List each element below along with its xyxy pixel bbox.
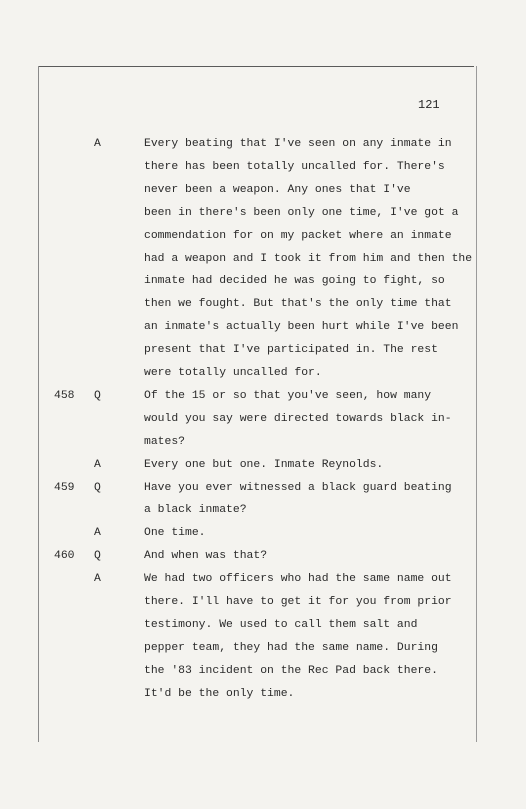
question-number: 458 [54,389,75,402]
transcript-line: Of the 15 or so that you've seen, how many [144,389,432,402]
transcript-line: It'd be the only time. [144,687,295,700]
transcript-line: mates? [144,435,186,448]
transcript-line: We had two officers who had the same name out [144,573,452,586]
transcript-line: pepper team, they had the same name. During [144,641,438,654]
transcript-line: been in there's been only one time, I've got a [144,206,459,219]
question-marker: Q [94,481,101,494]
transcript-line: never been a weapon. Any ones that I've [144,183,411,196]
transcript-line: were totally uncalled for. [144,367,322,379]
answer-marker: A [94,458,101,471]
transcript-line: Every beating that I've seen on any inmate in [144,138,452,150]
transcript-line: would you say were directed towards black in- [144,412,452,425]
transcript-line: Have you ever witnessed a black guard beating [144,481,452,494]
transcript-line: there. I'll have to get it for you from prior [144,596,452,608]
answer-marker: A [94,527,101,540]
transcript-line: commendation for on my packet where an inmate [144,229,452,242]
transcript-line: testimony. We used to call them salt and [144,618,418,631]
transcript-line: Every one but one. Inmate Reynolds. [144,458,384,471]
transcript-line: inmate had decided he was going to fight, so [144,275,445,288]
top-rule [38,66,474,67]
transcript-line: then we fought. But that's the only time that [144,298,452,311]
answer-marker: A [94,573,101,586]
transcript-line: had a weapon and I took it from him and then the [144,252,473,265]
transcript-line: an inmate's actually been hurt while I've been [144,321,459,334]
page-number: 121 [418,98,440,112]
left-margin-rule [38,66,39,742]
answer-marker: A [94,138,101,150]
question-marker: Q [94,550,101,563]
transcript-line: a black inmate? [144,504,247,517]
question-number: 459 [54,481,75,494]
question-marker: Q [94,389,101,402]
right-margin-rule [476,66,477,742]
transcript-line: the '83 incident on the Rec Pad back there. [144,664,438,677]
question-number: 460 [54,550,75,563]
transcript-line: One time. [144,527,206,540]
transcript-line: present that I've participated in. The rest [144,344,438,357]
transcript-line: And when was that? [144,550,268,563]
transcript-line: there has been totally uncalled for. There's [144,160,445,173]
